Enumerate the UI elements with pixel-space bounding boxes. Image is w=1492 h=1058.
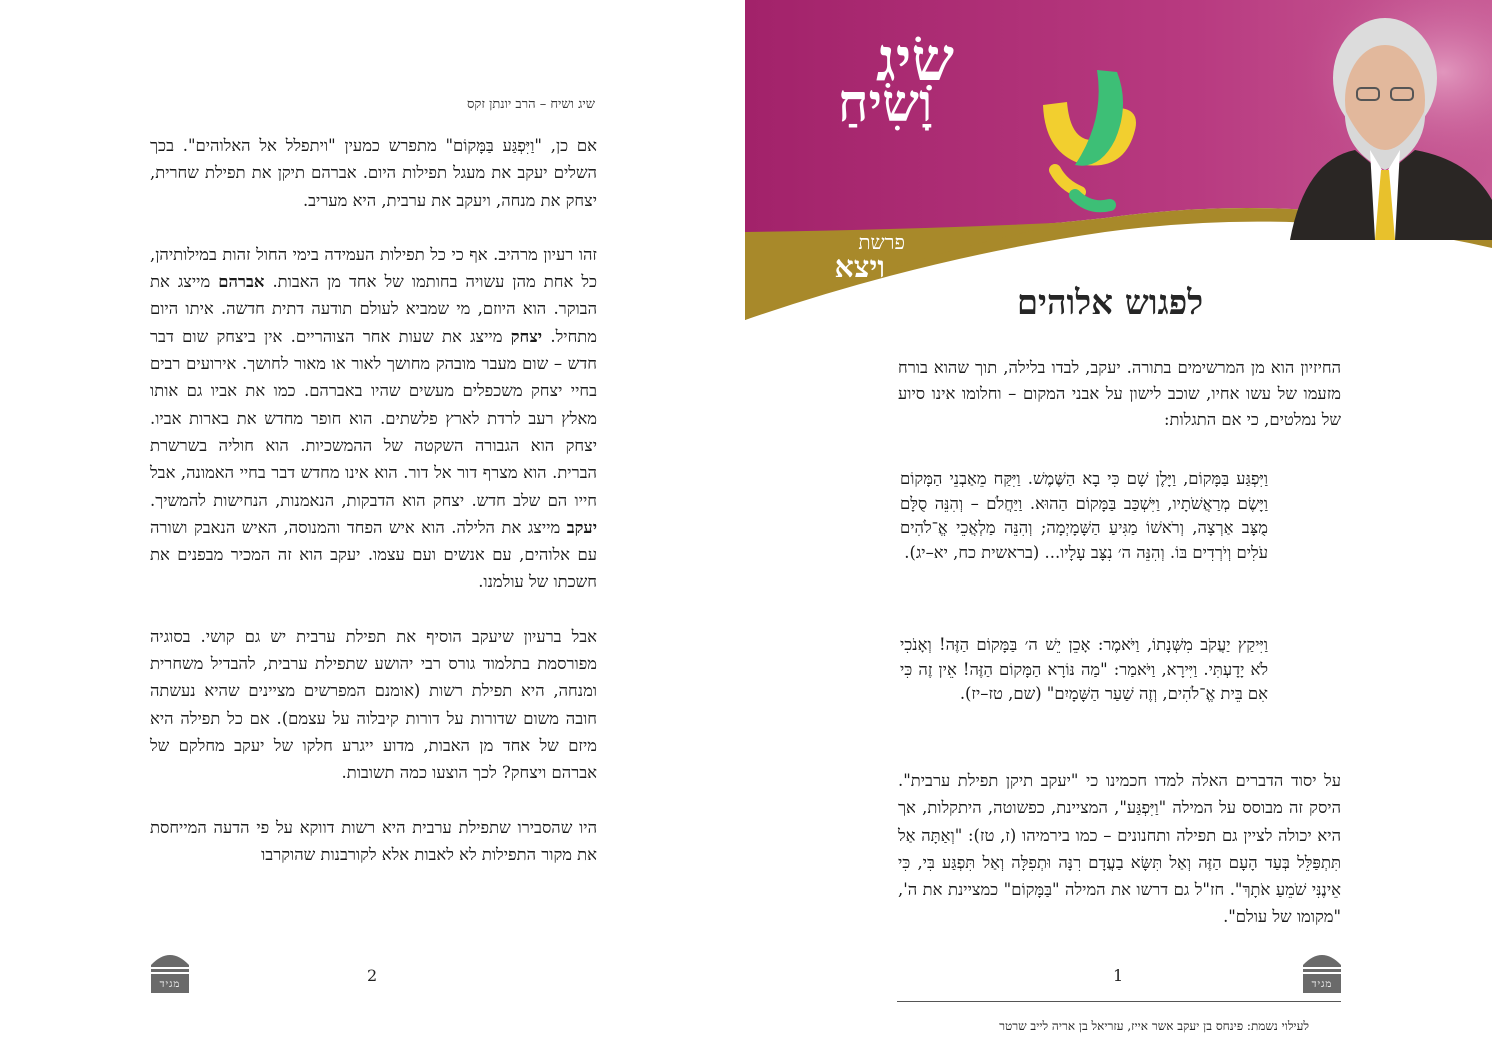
intro-paragraph: החיזיון הוא מן המרשימים בתורה. יעקב, לבדו בלילה, תוך שהוא בורח מזעמו של עשו אחיו, שוכב לישון על אבני המקום – וחלומו אינו סיוע של נמלטים, כי אם התגלות: [898, 358, 1341, 429]
left-page [0, 0, 745, 1058]
scripture-quote: וַיִּיקַץ יַעֲקֹב מִשְּׁנָתוֹ, וַיֹּאמֶר: אָכֵן יֵשׁ ה׳ בַּמָּקוֹם הַזֶּה! וְאָנֹכִי לֹא יָדָעְתִּי. וַיִּירָא, וַיֹּאמַר: "מַה נּוֹרָא הַמָּקוֹם הַזֶּה! אֵין זֶה כִּי אִם בֵּית אֱ־לֹהִים, וְזֶה שַׁעַר הַשָּׁמָיִם" (שם, טז–יז). [900, 635, 1268, 704]
parsha-name: ויצא [834, 250, 885, 285]
paragraph: זהו רעיון מרהיב. אף כי כל תפילות העמידה בימי החול זהות במילותיהן, כל אחת מהן עשויה בחותמו של אחד מן האבות. אברהם מייצג את הבוקר. הוא היוזם, מי שמביא לעולם תודעה דתית חדשה. איתו היום מתחיל. יצחק מייצג את שעות אחר הצוהריים. אין ביצחק שום דבר חדש – שום מעבר מובהק מחושך לאור או מאור לחושך. אירועים רבים בחיי יצחק משכפלים מעשים שהיו באברהם. כמו את אביו גם אותו מאלץ רעב לרדת לארץ פלשתים. הוא חופר מחדש את בארות אביו. יצחק הוא הגבורה השקטה של ההמשכיות. הוא חוליה בשרשרת הברית. הוא מצרף דור אל דור. הוא אינו מחדש דבר בחיי האמונה, אבל חייו הם שלב חדש. יצחק הוא הדבקות, הנאמנות, הנחישות להמשיך. יעקב מייצג את הלילה. הוא איש הפחד והמנוסה, האיש הנאבק ושורה עם אלוהים, עם אנשים ועם עצמו. יעקב הוא זה המכיר מבפנים את חשכתו של עולמנו. [150, 244, 598, 592]
paragraph: היו שהסבירו שתפילת ערבית היא רשות דווקא על פי הדעה המייחסת את מקור התפילות לא לאבות אלא לקורבנות שהוקרבו [150, 817, 597, 864]
left-text-column [150, 132, 597, 868]
paragraph: אם כן, "וַיִּפְגַּע בַּמָּקוֹם" מתפרש כמעין "ויתפלל אל האלוהים". בכך השלים יעקב את מעגל תפילות היום. אברהם תיקן את תפילת שחרית, יצחק את מנחה, ויעקב את ערבית, היא מעריב. [150, 136, 597, 210]
parsha-label: פרשת [858, 230, 905, 254]
publisher-logo [1303, 949, 1341, 993]
page-number: 2 [367, 966, 378, 985]
scripture-quote: וַיִּפְגַּע בַּמָּקוֹם, וַיָּלֶן שָׁם כִּי בָא הַשֶּׁמֶשׁ. וַיִּקַּח מֵאַבְנֵי הַמָּקוֹם וַיָּשֶׂם מְרַאֲשֹׁתָיו, וַיִּשְׁכַּב בַּמָּקוֹם הַהוּא. וַיַּחֲלֹם – וְהִנֵּה סֻלָּם מֻצָּב אַרְצָה, וְרֹאשׁוֹ מַגִּיעַ הַשָּׁמָיְמָה; וְהִנֵּה מַלְאֲכֵי אֱ־לֹהִים עֹלִים וְיֹרְדִים בּוֹ. וְהִנֵּה ה׳ נִצָּב עָלָיו... (בראשית כח, יא–יג). [900, 469, 1268, 562]
publisher-logo [151, 949, 189, 993]
bold-name: יצחק [510, 326, 543, 346]
article-title: לפגוש אלוהים [1016, 283, 1204, 323]
paragraph: אבל ברעיון שיעקב הוסיף את תפילת ערבית יש גם קושי. בסוגיה מפורסמת בתלמוד גורס רבי יהושע שתפילת ערבית, להבדיל משחרית ומנחה, היא תפילת רשות (אומנם המפרשים מציינים שהיא נעשתה חובה משום שדורות על דורות קיבלוה על עצמם). אם כל תפילה היא מיזם של אחד מן האבות, מדוע ייגרע חלקו של יעקב מחלקם של אברהם ויצחק? לכך הוצעו כמה תשובות. [150, 626, 597, 783]
logo-text: מגיד [1311, 979, 1333, 990]
bold-name: אברהם [218, 272, 265, 292]
series-title-line2: וָשִׂיחַ [837, 73, 933, 134]
right-page [745, 0, 1492, 1058]
closing-paragraph: על יסוד הדברים האלה למדו חכמינו כי "יעקב תיקן תפילת ערבית". היסק זה מבוסס על המילה "וַיִּפְגַּע", המציינת, כפשוטה, היתקלות, אך היא יכולה לציין גם תפילה ותחנונים – כמו בירמיהו (ז, טז): "וְאַתָּה אַל תִּתְפַּלֵּל בְּעַד הָעָם הַזֶּה וְאַל תִּשָּׂא בַעֲדָם רִנָּה וּתְפִלָּה וְאַל תִּפְגַּע בִּי, כִּי אֵינֶנִּי שֹׁמֵעַ אֹתָךְ". חז"ל גם דרשו את המילה "בַּמָּקוֹם" כמציינת את ה', "מקומו של עולם". [898, 771, 1341, 927]
series-title-line1: שִׂיג [875, 25, 955, 95]
bold-name: יעקב [566, 517, 597, 537]
page-number: 1 [1113, 966, 1124, 985]
footer-divider [897, 1001, 1341, 1002]
running-header: שיג ושיח – הרב יונתן זקס [466, 97, 595, 112]
logo-text: מגיד [159, 979, 181, 990]
dedication: לעילוי נשמת: פינחס בן יעקב אשר אייז, עזריאל בן אריה לייב שרטר [999, 1019, 1309, 1033]
